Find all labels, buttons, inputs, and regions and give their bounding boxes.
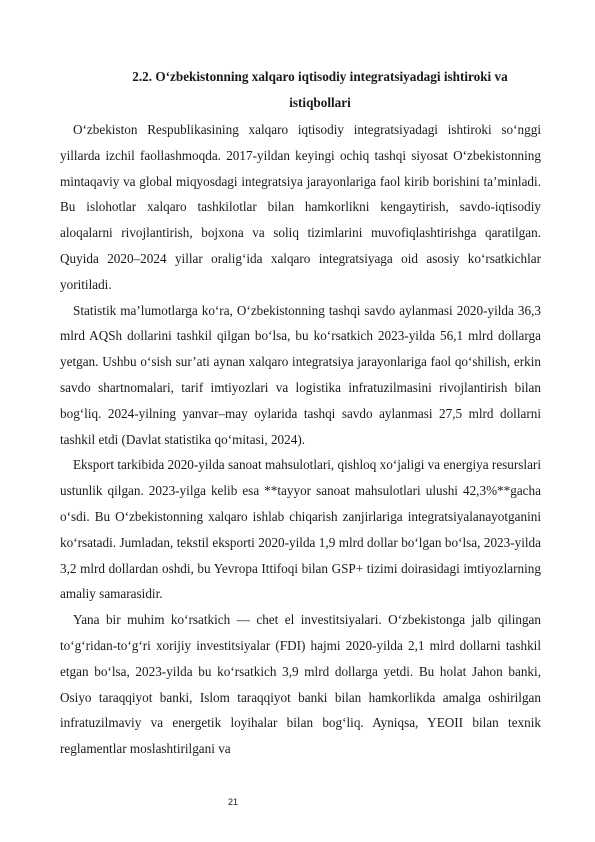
paragraph: Eksport tarkibida 2020-yilda sanoat mahsulotlari, qishloq xo‘jaligi va energiya resurslari ustunlik qilgan. 2023-yilga kelib esa **tayyor sanoat mahsulotlari ulushi 42,3%**gacha o‘sdi. Bu O‘zbekistonning xalqaro ishlab chiqarish zanjirlariga integratsiyalanayotganini ko‘rsatadi. Jumladan, tekstil eksporti 2020-yilda 1,9 mlrd dollar bo‘lgan bo‘lsa, 2023-yilda 3,2 mlrd dollardan oshdi, bu Yevropa Ittifoqi bilan GSP+ tizimi doirasidagi imtiyozlarning amaliy samarasidir. xyxy=(60,457,541,602)
section-heading: 2.2. O‘zbekistonning xalqaro iqtisodiy integratsiyadagi ishtiroki va istiqbollari xyxy=(132,69,508,110)
page-number: 21 xyxy=(228,797,239,807)
paragraph: O‘zbekiston Respublikasining xalqaro iqtisodiy integratsiyadagi ishtiroki so‘nggi yillarda izchil faollashmoqda. 2017-yildan keyingi ochiq tashqi siyosat O‘zbekistonning mintaqaviy va global miqyosdagi integratsiya jarayonlariga faol kirib borishini ta’minladi. Bu islohotlar xalqaro tashkilotlar bilan hamkorlikni kengaytirish, savdo-iqtisodiy aloqalarni rivojlantirish, bojxona va soliq tizimlarini muvofiqlashtirishga qaratilgan. Quyida 2020–2024 yillar oralig‘ida xalqaro integratsiyaga oid asosiy ko‘rsatkichlar yoritiladi. xyxy=(60,122,541,292)
body-text xyxy=(60,117,541,762)
paragraph: Yana bir muhim ko‘rsatkich — chet el investitsiyalari. O‘zbekistonga jalb qilingan to‘g‘ridan-to‘g‘ri xorijiy investitsiyalar (FDI) hajmi 2020-yilda 2,1 mlrd dollarni tashkil etgan bo‘lsa, 2023-yilda bu ko‘rsatkich 3,9 mlrd dollarga yetdi. Bu holat Jahon banki, Osiyo taraqqiyot banki, Islom taraqqiyot banki bilan hamkorlikda amalga oshirilgan infratuzilmaviy va energetik loyihalar bilan bog‘liq. Ayniqsa, YEOII bilan texnik reglamentlar moslashtirilgani va xyxy=(60,612,541,757)
paragraph: Statistik ma’lumotlarga ko‘ra, O‘zbekistonning tashqi savdo aylanmasi 2020-yilda 36,3 mlrd AQSh dollarini tashkil qilgan bo‘lsa, bu ko‘rsatkich 2023-yilda 56,1 mlrd dollarga yetgan. Ushbu o‘sish sur’ati aynan xalqaro integratsiya jarayonlariga faol qo‘shilish, erkin savdo shartnomalari, tarif imtiyozlari va logistika infratuzilmasini rivojlantirish bilan bog‘liq. 2024-yilning yanvar–may oylarida tashqi savdo aylanmasi 27,5 mlrd dollarni tashkil etdi (Davlat statistika qo‘mitasi, 2024). xyxy=(60,302,541,447)
